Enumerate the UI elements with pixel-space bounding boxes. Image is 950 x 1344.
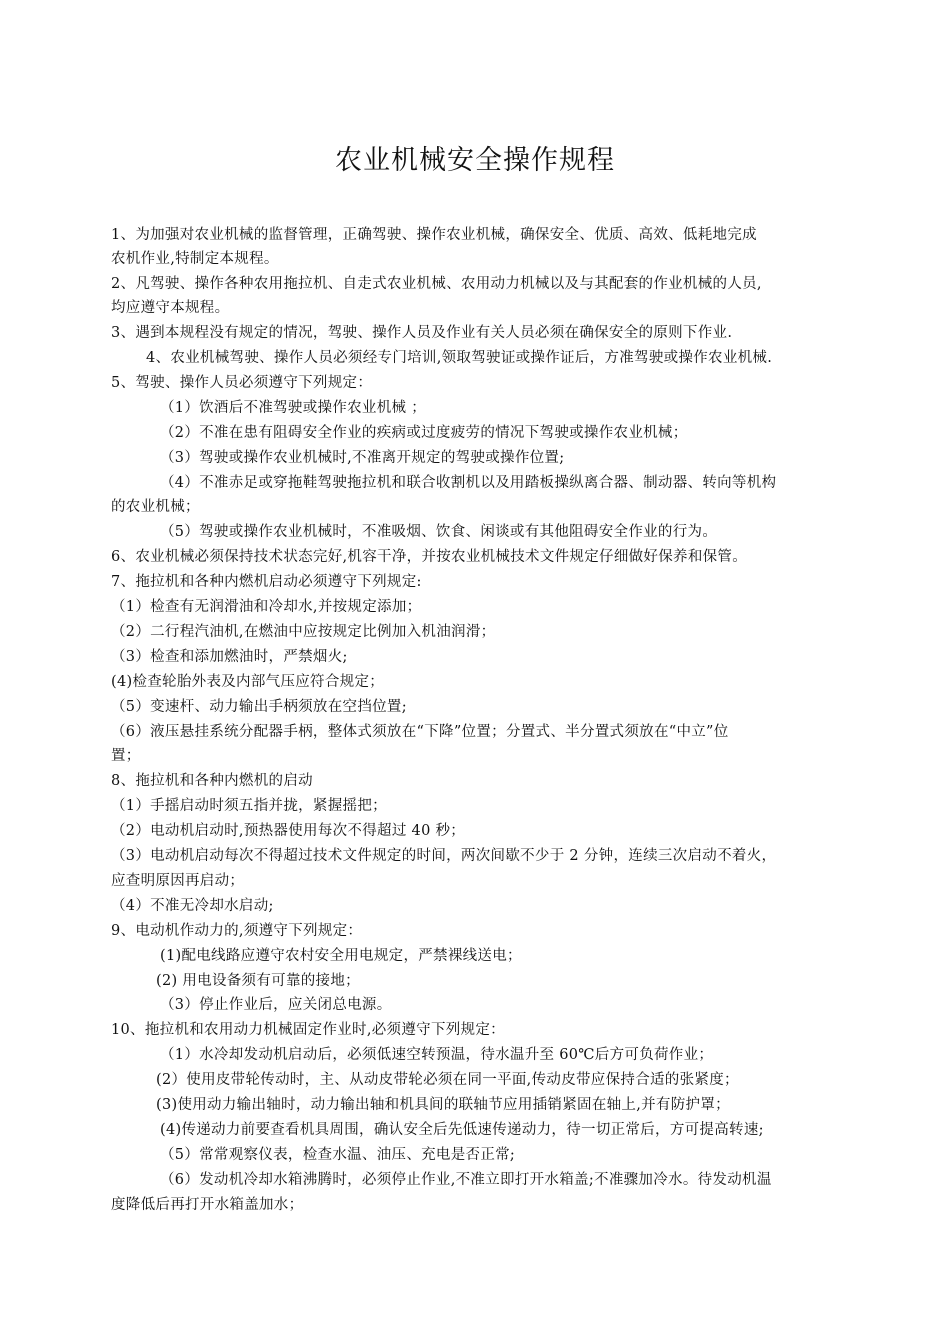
- text-line: 4、农业机械驾驶、操作人员必须经专门培训,领取驾驶证或操作证后，方准驾驶或操作农业机械.: [146, 350, 773, 366]
- text-line: 应查明原因再启动；: [111, 873, 245, 889]
- text-line: （4）不准赤足或穿拖鞋驾驶拖拉机和联合收割机以及用踏板操纵离合器、制动器、转向等机构: [160, 475, 777, 491]
- text-line: 9、电动机作动力的,须遵守下列规定：: [111, 923, 363, 939]
- text-line: （6）液压悬挂系统分配器手柄，整体式须放在“下降”位置；分置式、半分置式须放在“中立”位: [111, 724, 729, 740]
- text-line: (4)传递动力前要查看机具周围，确认安全后先低速传递动力，待一切正常后，方可提高转速;: [160, 1122, 764, 1138]
- text-line: (4)检查轮胎外表及内部气压应符合规定；: [111, 674, 385, 690]
- text-line: 的农业机械；: [111, 499, 200, 515]
- text-line: 3、遇到本规程没有规定的情况，驾驶、操作人员及作业有关人员必须在确保安全的原则下作业.: [111, 325, 733, 341]
- text-line: （5）常常观察仪表，检查水温、油压、充电是否正常;: [160, 1147, 516, 1163]
- text-line: 度降低后再打开水箱盖加水；: [111, 1197, 304, 1213]
- text-line: 7、拖拉机和各种内燃机启动必须遵守下列规定:: [111, 574, 422, 590]
- text-line: 1、为加强对农业机械的监督管理，正确驾驶、操作农业机械，确保安全、优质、高效、低耗地完成: [111, 227, 757, 243]
- text-line: (2) 用电设备须有可靠的接地；: [156, 973, 360, 989]
- text-line: （1）手摇启动时须五指并拢，紧握摇把；: [111, 798, 387, 814]
- text-line: (1)配电线路应遵守农村安全用电规定，严禁裸线送电；: [160, 948, 522, 964]
- text-line: （1）检查有无润滑油和冷却水,并按规定添加；: [111, 599, 422, 615]
- text-line: （2）电动机启动时,预热器使用每次不得超过 40 秒；: [111, 823, 466, 839]
- text-line: （1）饮酒后不准驾驶或操作农业机械 ；: [160, 400, 427, 416]
- text-line: (2）使用皮带轮传动时，主、从动皮带轮必须在同一平面,传动皮带应保持合适的张紧度；: [156, 1072, 739, 1088]
- text-line: （3）停止作业后，应关闭总电源。: [160, 997, 392, 1013]
- text-line: 置；: [111, 748, 141, 764]
- text-line: 5、驾驶、操作人员必须遵守下列规定：: [111, 375, 373, 391]
- text-line: （3）驾驶或操作农业机械时,不准离开规定的驾驶或操作位置;: [160, 450, 565, 466]
- text-line: 农机作业,特制定本规程。: [111, 251, 279, 267]
- page-title: 农业机械安全操作规程: [335, 145, 615, 176]
- text-line: 6、农业机械必须保持技术状态完好,机容干净，并按农业机械技术文件规定仔细做好保养和保管。: [111, 549, 748, 565]
- text-line: 均应遵守本规程。: [111, 300, 230, 316]
- text-line: （5）驾驶或操作农业机械时，不准吸烟、饮食、闲谈或有其他阻碍安全作业的行为。: [160, 524, 718, 540]
- text-line: （1）水冷却发动机启动后，必须低速空转预温，待水温升至 60℃后方可负荷作业；: [160, 1047, 714, 1063]
- text-line: (3)使用动力输出轴时，动力输出轴和机具间的联轴节应用插销紧固在轴上,并有防护罩；: [156, 1097, 730, 1113]
- text-line: 8、拖拉机和各种内燃机的启动: [111, 773, 313, 789]
- text-line: （3）检查和添加燃油时，严禁烟火;: [111, 649, 348, 665]
- text-line: （2）二行程汽油机,在燃油中应按规定比例加入机油润滑；: [111, 624, 496, 640]
- text-line: （5）变速杆、动力输出手柄须放在空挡位置;: [111, 699, 407, 715]
- text-line: 10、拖拉机和农用动力机械固定作业时,必须遵守下列规定：: [111, 1022, 505, 1038]
- text-line: 2、凡驾驶、操作各种农用拖拉机、自走式农业机械、农用动力机械以及与其配套的作业机械的人员,: [111, 276, 762, 292]
- text-line: （4）不准无冷却水启动;: [111, 898, 274, 914]
- text-line: （6）发动机冷却水箱沸腾时，必须停止作业,不准立即打开水箱盖;不准骤加冷水。待发动机温: [160, 1172, 772, 1188]
- text-line: （3）电动机启动每次不得超过技术文件规定的时间，两次间歇不少于 2 分钟，连续三次启动不着火，: [111, 848, 777, 864]
- text-line: （2）不准在患有阻碍安全作业的疾病或过度疲劳的情况下驾驶或操作农业机械；: [160, 425, 688, 441]
